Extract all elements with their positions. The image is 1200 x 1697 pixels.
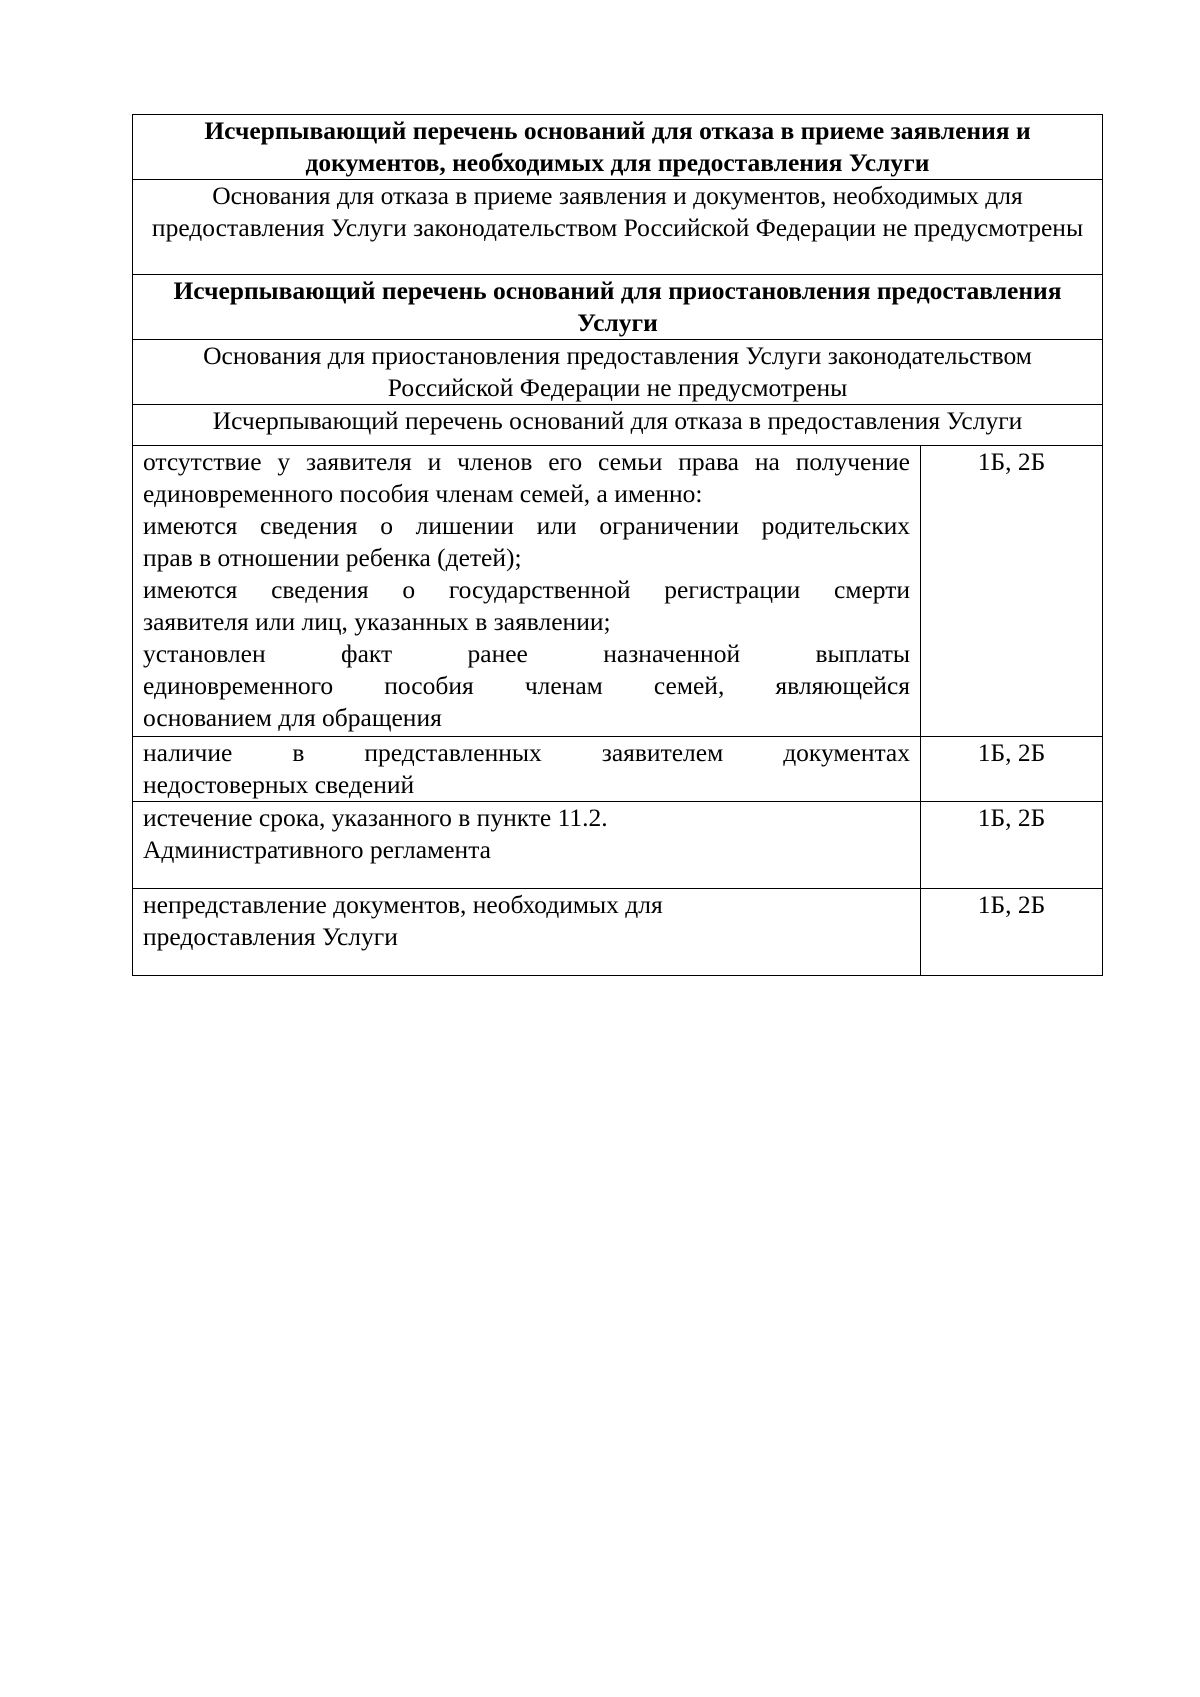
- ground-line: непредставление документов, необходимых для: [143, 890, 663, 919]
- table-row: [133, 737, 1103, 802]
- table-row: [133, 446, 1103, 737]
- ground-line: основанием для обращения: [143, 703, 442, 732]
- header-refusal-service: Исчерпывающий перечень оснований для отказа в предоставления Услуги: [133, 405, 1103, 446]
- ground-code: 1Б, 2Б: [921, 802, 1103, 889]
- header-refusal-acceptance: Исчерпывающий перечень оснований для отказа в приеме заявления и документов, необходимых для предоставления Услуги: [133, 115, 1103, 180]
- ground-code: 1Б, 2Б: [921, 446, 1103, 737]
- table-row: [133, 180, 1103, 275]
- grounds-table: [132, 114, 1103, 976]
- ground-line: заявителя или лиц, указанных в заявлении;: [143, 607, 611, 636]
- ground-line: прав в отношении ребенка (детей);: [143, 543, 522, 572]
- table-row: [133, 405, 1103, 446]
- ground-line: единовременного пособия членам семей, а именно:: [143, 479, 703, 508]
- refusal-acceptance-text: Основания для отказа в приеме заявления и документов, необходимых для предоставления Услуги законодательством Российской Федерации не предусмотрены: [133, 180, 1103, 275]
- ground-text-cell: [133, 446, 921, 737]
- ground-line: имеются сведения о лишении или ограничении родительских: [143, 511, 910, 540]
- table-row: [133, 340, 1103, 405]
- ground-line: единовременного пособия членам семей, являющейся: [143, 671, 910, 700]
- ground-code: 1Б, 2Б: [921, 737, 1103, 802]
- ground-line: установлен факт ранее назначенной выплаты: [143, 639, 910, 668]
- table-row: [133, 802, 1103, 889]
- ground-line: недостоверных сведений: [143, 770, 415, 799]
- ground-line: наличие в представленных заявителем документах: [143, 738, 910, 767]
- ground-line: предоставления Услуги: [143, 922, 398, 951]
- ground-text-cell: [133, 802, 921, 889]
- ground-text-cell: [133, 889, 921, 976]
- ground-code: 1Б, 2Б: [921, 889, 1103, 976]
- ground-line: отсутствие у заявителя и членов его семьи права на получение: [143, 447, 910, 476]
- ground-line: имеются сведения о государственной регистрации смерти: [143, 575, 910, 604]
- table-row: [133, 275, 1103, 340]
- header-suspension: Исчерпывающий перечень оснований для приостановления предоставления Услуги: [133, 275, 1103, 340]
- table-row: [133, 115, 1103, 180]
- suspension-text: Основания для приостановления предоставления Услуги законодательством Российской Федерации не предусмотрены: [133, 340, 1103, 405]
- ground-text-cell: [133, 737, 921, 802]
- ground-line: истечение срока, указанного в пункте 11.2.: [143, 803, 608, 832]
- table-row: [133, 889, 1103, 976]
- ground-line: Административного регламента: [143, 835, 491, 864]
